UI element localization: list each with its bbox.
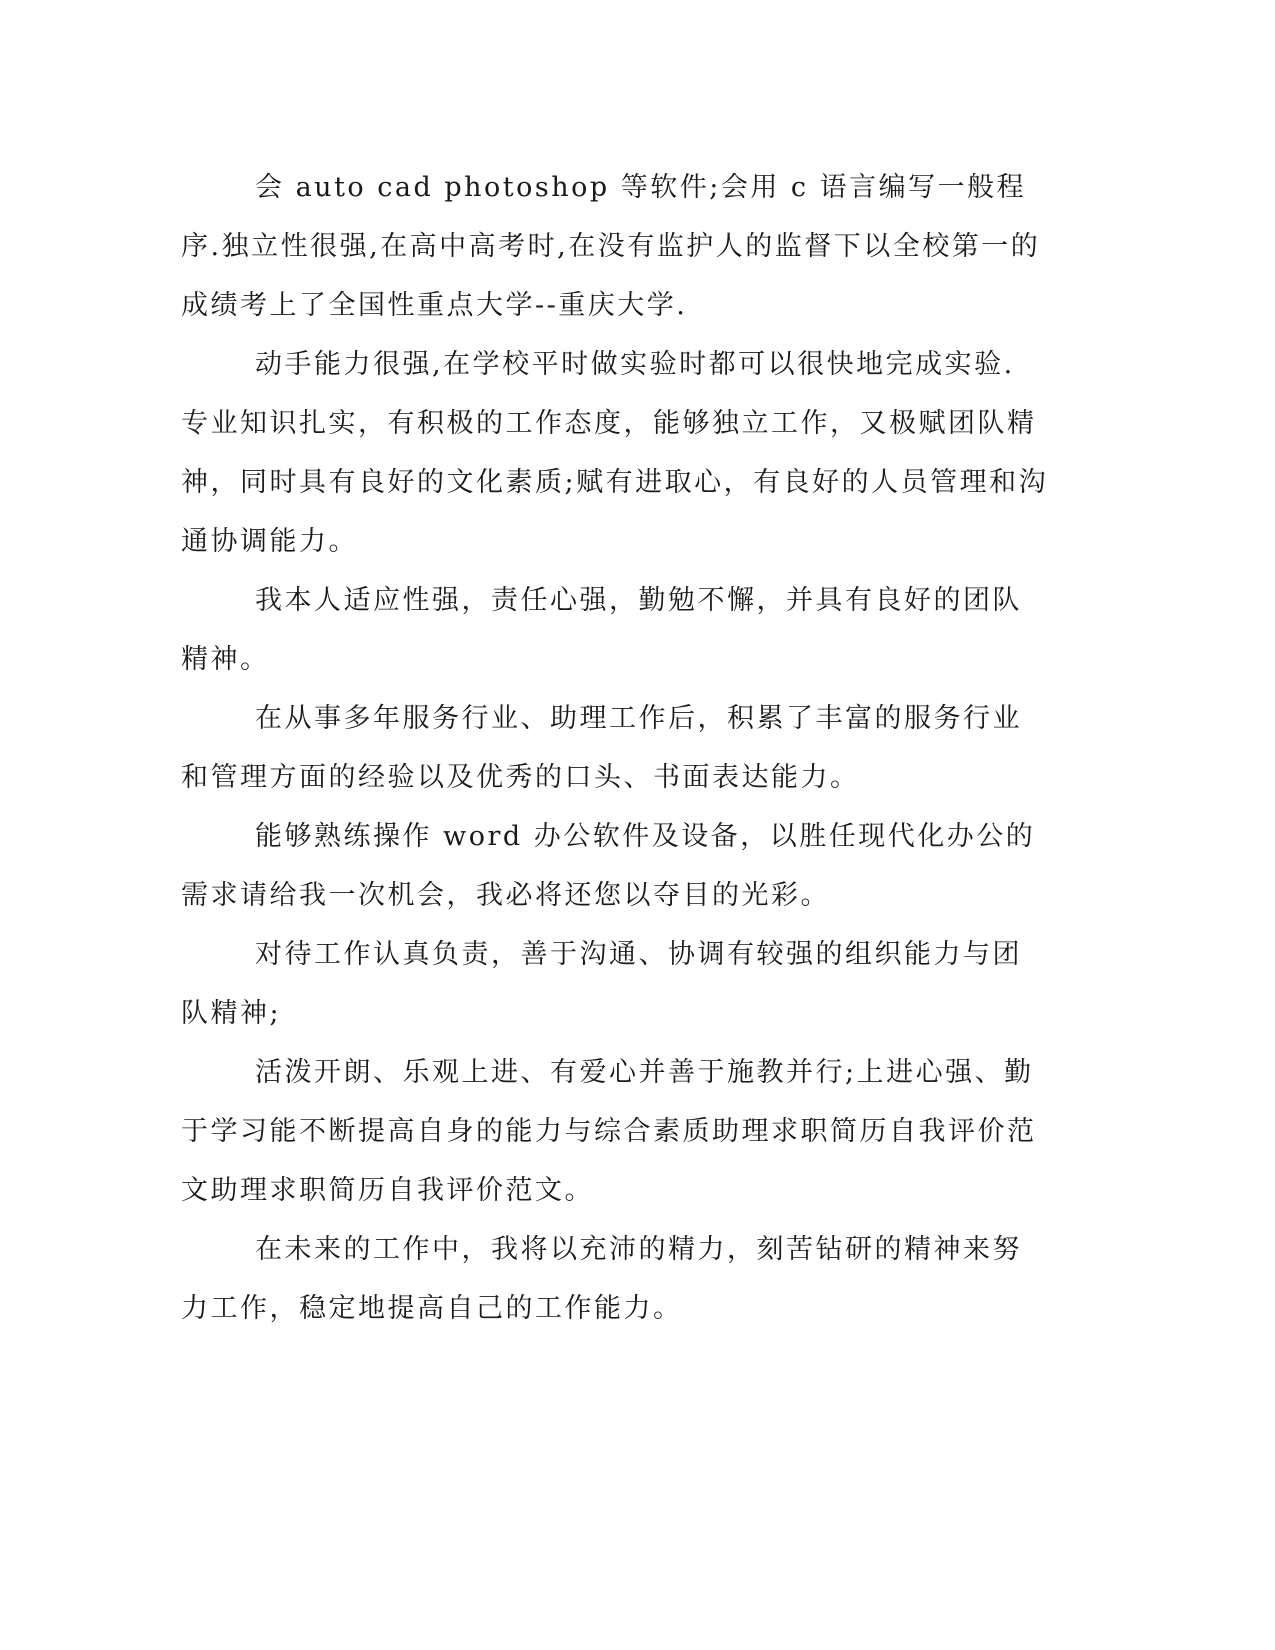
paragraph-experience: 在从事多年服务行业、助理工作后，积累了丰富的服务行业和管理方面的经验以及优秀的口头、书面表达能力。 [181,703,1022,793]
document-body [181,158,1051,1338]
paragraph-work-attitude: 对待工作认真负责，善于沟通、协调有较强的组织能力与团队精神; [181,939,1022,1029]
paragraph-adaptability: 我本人适应性强，责任心强，勤勉不懈，并具有良好的团队精神。 [181,585,1022,675]
paragraph-office-skills: 能够熟练操作 word 办公软件及设备，以胜任现代化办公的需求请给我一次机会，我必将还您以夺目的光彩。 [181,821,1036,911]
paragraph-future: 在未来的工作中，我将以充沛的精力，刻苦钻研的精神来努力工作，稳定地提高自己的工作能力。 [181,1234,1022,1324]
paragraph-personality: 活泼开朗、乐观上进、有爱心并善于施教并行;上进心强、勤于学习能不断提高自身的能力与综合素质助理求职简历自我评价范文助理求职简历自我评价范文。 [181,1057,1037,1206]
paragraph-skills: 会 auto cad photoshop 等软件;会用 c 语言编写一般程序.独立性很强,在高中高考时,在没有监护人的监督下以全校第一的成绩考上了全国性重点大学--重庆大学. [181,172,1041,321]
paragraph-practical-ability: 动手能力很强,在学校平时做实验时都可以很快地完成实验. 专业知识扎实，有积极的工作态度，能够独立工作，又极赋团队精神，同时具有良好的文化素质;赋有进取心，有良好的人员管理和沟通协调能力。 [181,349,1049,557]
